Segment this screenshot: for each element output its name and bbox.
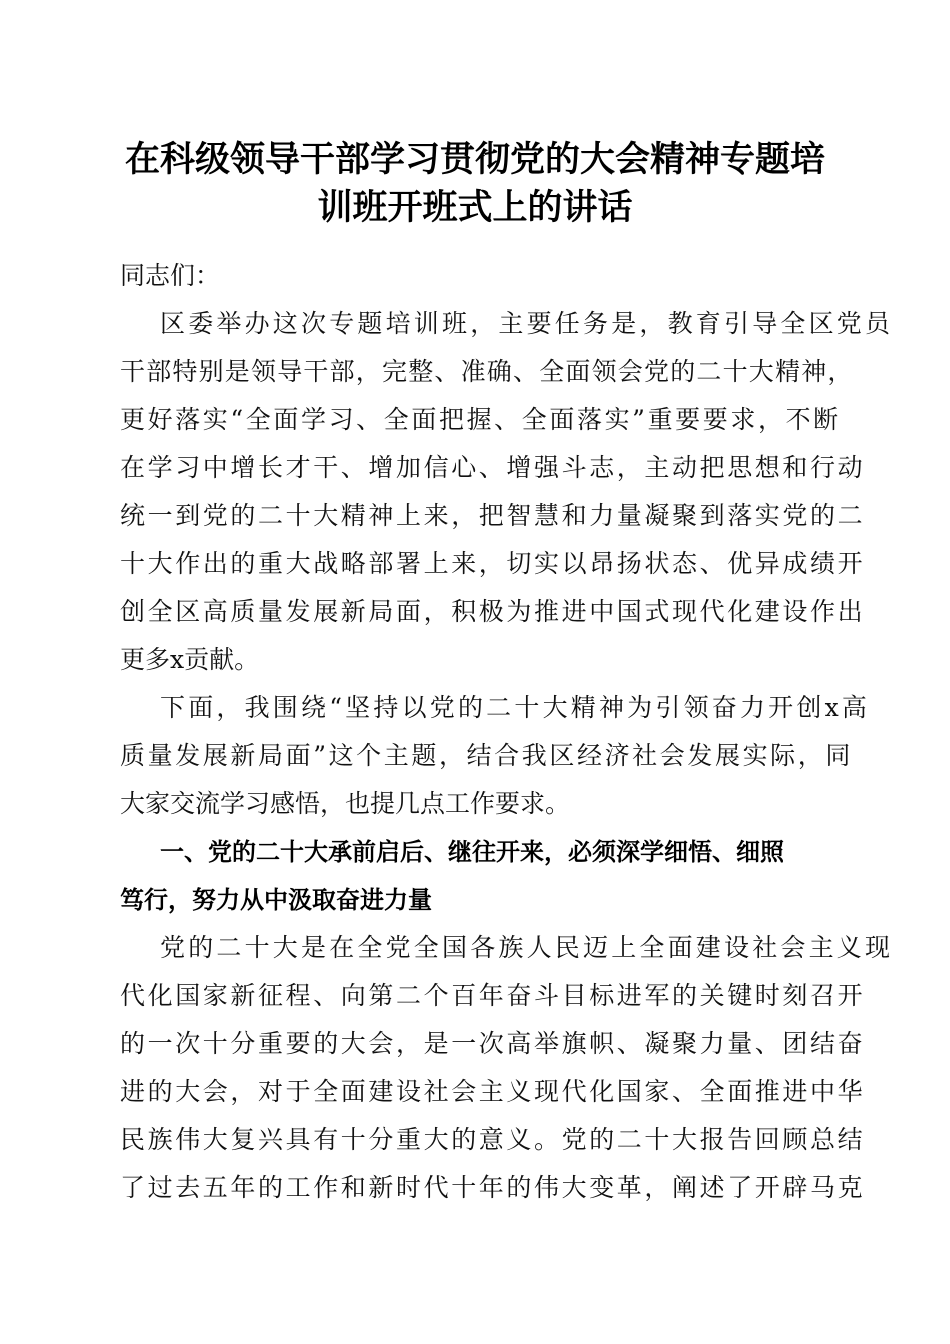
paragraph-line: 大家交流学习感悟，也提几点工作要求。 bbox=[120, 789, 571, 818]
paragraph-line: 了过去五年的工作和新时代十年的伟大变革，阐述了开辟马克 bbox=[120, 1173, 866, 1202]
paragraph-line: 区委举办这次专题培训班，主要任务是，教育引导全区党员 bbox=[160, 309, 894, 338]
paragraph-line: 进的大会，对于全面建设社会主义现代化国家、全面推进中华 bbox=[120, 1077, 866, 1106]
salutation: 同志们： bbox=[120, 261, 221, 290]
paragraph-topic bbox=[120, 684, 871, 828]
paragraph-line: 下面，我围绕“坚持以党的二十大精神为引领奋力开创x高 bbox=[160, 693, 871, 722]
paragraph-line: 在学习中增长才干、增加信心、增强斗志，主动把思想和行动 bbox=[120, 453, 866, 482]
title-line: 训班开班式上的讲话 bbox=[317, 187, 633, 228]
paragraph-line: 更多x贡献。 bbox=[120, 645, 260, 674]
paragraph-line: 十大作出的重大战略部署上来，切实以昂扬状态、优异成绩开 bbox=[120, 549, 866, 578]
paragraph-line: 干部特别是领导干部，完整、准确、全面领会党的二十大精神， bbox=[120, 357, 854, 386]
heading-line: 一、党的二十大承前启后、继往开来，必须深学细悟、细照 bbox=[160, 838, 784, 866]
section-heading bbox=[120, 828, 826, 924]
document-title bbox=[110, 136, 840, 232]
title-line: 在科级领导干部学习贯彻党的大会精神专题培 bbox=[124, 139, 825, 180]
paragraph-line: 的一次十分重要的大会，是一次高举旗帜、凝聚力量、团结奋 bbox=[120, 1029, 866, 1058]
paragraph-line: 代化国家新征程、向第二个百年奋斗目标进军的关键时刻召开 bbox=[120, 981, 866, 1010]
document-body bbox=[120, 252, 894, 1212]
heading-line: 笃行，努力从中汲取奋进力量 bbox=[120, 886, 432, 914]
paragraph-line: 党的二十大是在全党全国各族人民迈上全面建设社会主义现 bbox=[160, 933, 894, 962]
paragraph-line: 统一到党的二十大精神上来，把智慧和力量凝聚到落实党的二 bbox=[120, 501, 866, 530]
paragraph-line: 质量发展新局面”这个主题，结合我区经济社会发展实际，同 bbox=[120, 741, 853, 770]
paragraph-line: 民族伟大复兴具有十分重大的意义。党的二十大报告回顾总结 bbox=[120, 1125, 866, 1154]
paragraph-line: 更好落实“全面学习、全面把握、全面落实”重要要求，不断 bbox=[120, 405, 841, 434]
paragraph-section-one bbox=[120, 924, 894, 1212]
paragraph-line: 创全区高质量发展新局面，积极为推进中国式现代化建设作出 bbox=[120, 597, 866, 626]
paragraph-intro bbox=[120, 300, 894, 684]
